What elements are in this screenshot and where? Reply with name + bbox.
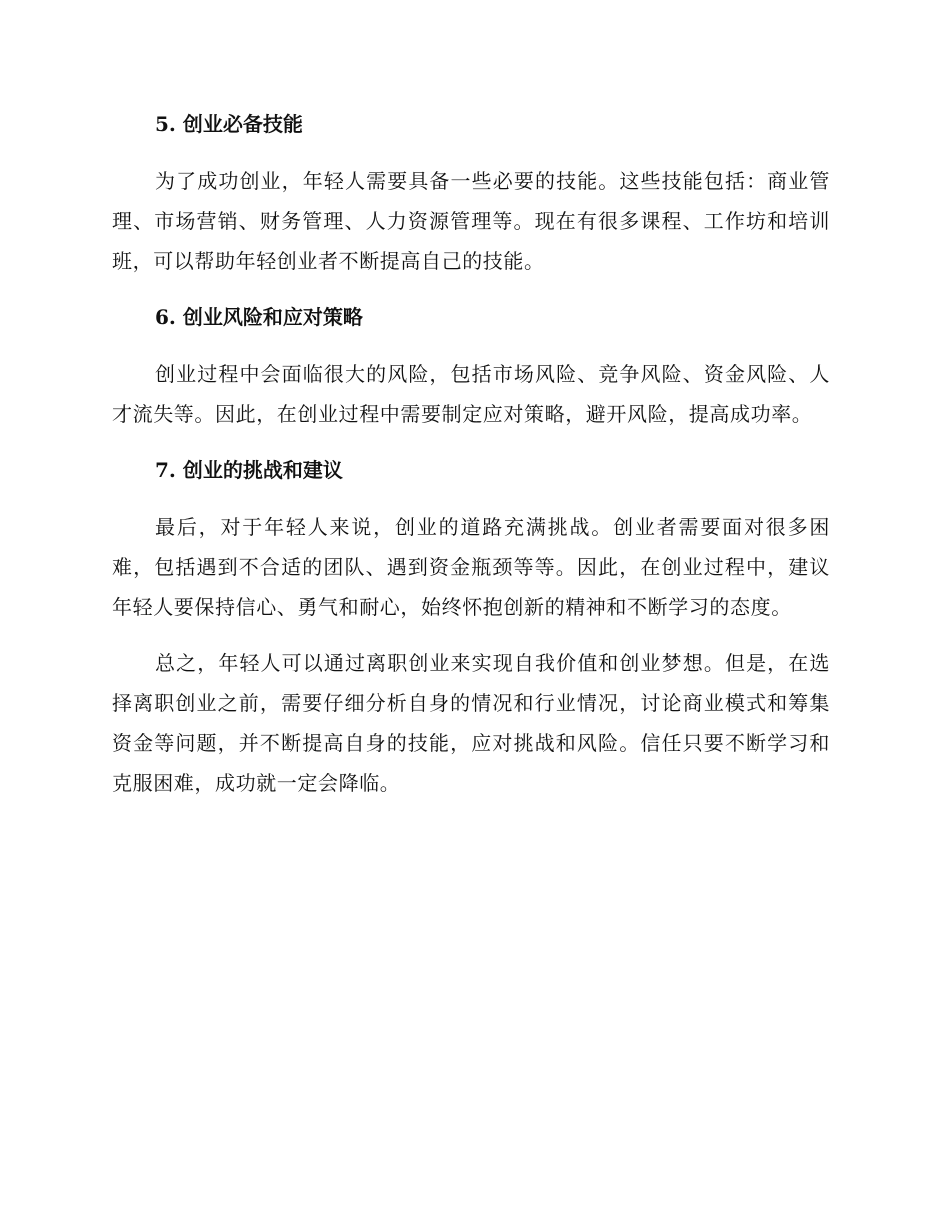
section-heading-challenges: 7. 创业的挑战和建议 (155, 458, 343, 482)
section-heading-skills: 5. 创业必备技能 (155, 112, 303, 136)
section-body-skills: 为了成功创业，年轻人需要具备一些必要的技能。这些技能包括：商业管理、市场营销、财务管理、人力资源管理等。现在有很多课程、工作坊和培训班，可以帮助年轻创业者不断提高自己的技能。 (112, 169, 830, 273)
document-content (112, 104, 830, 803)
section-heading-risks: 6. 创业风险和应对策略 (155, 305, 363, 329)
section-body-challenges: 最后，对于年轻人来说，创业的道路充满挑战。创业者需要面对很多困难，包括遇到不合适的团队、遇到资金瓶颈等等。因此，在创业过程中，建议年轻人要保持信心、勇气和耐心，始终怀抱创新的精神和不断学习的态度。 (112, 515, 830, 619)
section-body-risks: 创业过程中会面临很大的风险，包括市场风险、竞争风险、资金风险、人才流失等。因此，在创业过程中需要制定应对策略，避开风险，提高成功率。 (112, 362, 830, 426)
conclusion-paragraph: 总之，年轻人可以通过离职创业来实现自我价值和创业梦想。但是，在选择离职创业之前，需要仔细分析自身的情况和行业情况，讨论商业模式和筹集资金等问题，并不断提高自身的技能，应对挑战和风险。信任只要不断学习和克服困难，成功就一定会降临。 (112, 651, 830, 795)
